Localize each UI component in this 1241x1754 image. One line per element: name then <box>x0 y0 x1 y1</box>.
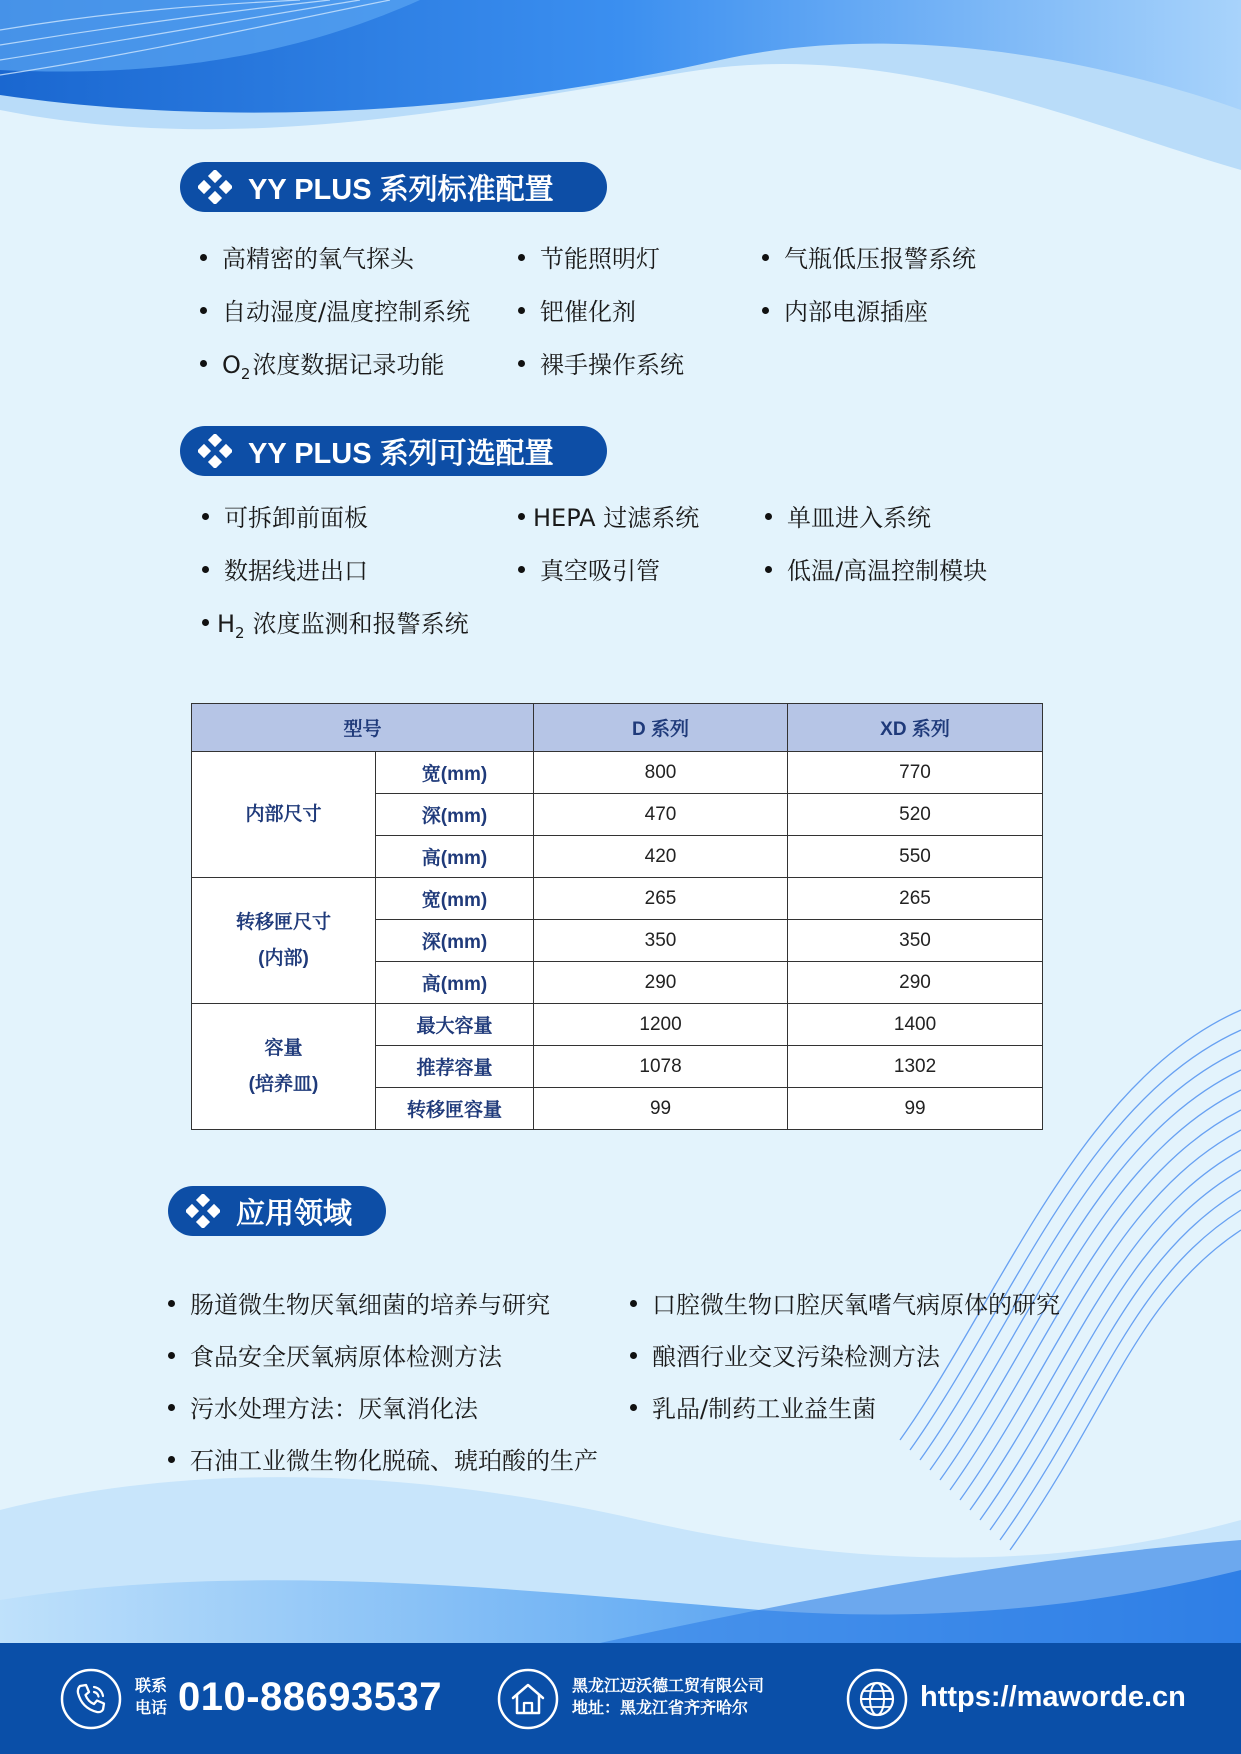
list-item: 低温/高温控制模块 <box>765 556 987 586</box>
value-cell: 290 <box>788 962 1043 1004</box>
spec-table <box>191 703 1043 1130</box>
list-item: 食品安全厌氧病原体检测方法 <box>168 1342 502 1372</box>
group-cell: 转移匣尺寸 (内部) <box>192 878 376 1004</box>
bullet-dot <box>762 254 769 261</box>
bullet-dot <box>200 360 207 367</box>
value-cell: 1078 <box>534 1046 788 1088</box>
diamond-cluster-icon <box>198 170 232 204</box>
bullet-dot <box>630 1404 637 1411</box>
list-item: 单皿进入系统 <box>765 503 931 533</box>
value-cell: 520 <box>788 794 1043 836</box>
value-cell: 99 <box>788 1088 1043 1130</box>
list-item: HEPA 过滤系统 <box>518 503 699 533</box>
value-cell: 290 <box>534 962 788 1004</box>
home-icon <box>497 1668 559 1730</box>
value-cell: 265 <box>534 878 788 920</box>
param-cell: 深(mm) <box>376 794 534 836</box>
header-model: 型号 <box>192 704 534 752</box>
param-cell: 最大容量 <box>376 1004 534 1046</box>
diamond-cluster-icon <box>198 434 232 468</box>
list-item: 可拆卸前面板 <box>202 503 368 533</box>
param-cell: 宽(mm) <box>376 752 534 794</box>
bullet-dot <box>202 513 209 520</box>
list-item: 石油工业微生物化脱硫、琥珀酸的生产 <box>168 1446 598 1476</box>
standard-config-title <box>180 162 607 212</box>
value-cell: 99 <box>534 1088 788 1130</box>
list-item: 钯催化剂 <box>518 297 636 327</box>
value-cell: 420 <box>534 836 788 878</box>
param-cell: 宽(mm) <box>376 878 534 920</box>
phone-number[interactable]: 010-88693537 <box>178 1675 443 1719</box>
table-row <box>192 752 1043 794</box>
list-item: 酿酒行业交叉污染检测方法 <box>630 1342 940 1372</box>
value-cell: 265 <box>788 878 1043 920</box>
bullet-dot <box>518 566 525 573</box>
website-link[interactable]: https://maworde.cn <box>920 1681 1186 1713</box>
bullet-dot <box>518 307 525 314</box>
value-cell: 1400 <box>788 1004 1043 1046</box>
param-cell: 推荐容量 <box>376 1046 534 1088</box>
bullet-dot <box>630 1352 637 1359</box>
bullet-dot <box>630 1300 637 1307</box>
table-row <box>192 878 1043 920</box>
bullet-dot <box>518 360 525 367</box>
list-item: 气瓶低压报警系统 <box>762 244 976 274</box>
list-item: 节能照明灯 <box>518 244 660 274</box>
list-item: 高精密的氧气探头 <box>200 244 414 274</box>
table-row <box>192 1004 1043 1046</box>
header-d-series: D 系列 <box>534 704 788 752</box>
bullet-dot <box>200 254 207 261</box>
header-xd-series: XD 系列 <box>788 704 1043 752</box>
group-cell: 容量 (培养皿) <box>192 1004 376 1130</box>
list-item: 数据线进出口 <box>202 556 368 586</box>
value-cell: 1200 <box>534 1004 788 1046</box>
value-cell: 550 <box>788 836 1043 878</box>
value-cell: 1302 <box>788 1046 1043 1088</box>
bullet-dot <box>202 619 209 626</box>
list-item: 污水处理方法：厌氧消化法 <box>168 1394 478 1424</box>
bullet-dot <box>518 254 525 261</box>
list-item: 口腔微生物口腔厌氧嗜气病原体的研究 <box>630 1290 1060 1320</box>
list-item: 肠道微生物厌氧细菌的培养与研究 <box>168 1290 550 1320</box>
diamond-cluster-icon <box>186 1194 220 1228</box>
bullet-dot <box>168 1404 175 1411</box>
param-cell: 转移匣容量 <box>376 1088 534 1130</box>
company-address: 地址：黑龙江省齐齐哈尔 <box>572 1700 749 1717</box>
value-cell: 350 <box>788 920 1043 962</box>
param-cell: 高(mm) <box>376 836 534 878</box>
bullet-dot <box>762 307 769 314</box>
bullet-dot <box>168 1456 175 1463</box>
bullet-dot <box>765 566 772 573</box>
company-info <box>572 1676 764 1720</box>
standard-config-title-text: YY PLUS 系列标准配置 <box>248 173 554 206</box>
list-item: 乳品/制药工业益生菌 <box>630 1394 876 1424</box>
applications-title-text: 应用领域 <box>236 1197 353 1230</box>
list-item: $H_2$ 浓度监测和报警系统 <box>202 609 469 642</box>
optional-config-title-text: YY PLUS 系列可选配置 <box>248 437 554 470</box>
applications-title <box>168 1186 386 1236</box>
globe-icon <box>846 1668 908 1730</box>
bullet-dot <box>200 307 207 314</box>
list-item: 自动湿度/温度控制系统 <box>200 297 470 327</box>
bullet-dot <box>168 1352 175 1359</box>
value-cell: 470 <box>534 794 788 836</box>
phone-icon <box>60 1668 122 1730</box>
table-header-row <box>192 704 1043 752</box>
list-item: 内部电源插座 <box>762 297 928 327</box>
company-name: 黑龙江迈沃德工贸有限公司 <box>572 1678 765 1695</box>
footer-bar <box>0 1643 1241 1754</box>
value-cell: 770 <box>788 752 1043 794</box>
value-cell: 800 <box>534 752 788 794</box>
list-item: $O_2$浓度数据记录功能 <box>200 350 444 383</box>
list-item: 真空吸引管 <box>518 556 660 586</box>
phone-label: 联系 电话 <box>135 1678 168 1717</box>
group-cell: 内部尺寸 <box>192 752 376 878</box>
bullet-dot <box>202 566 209 573</box>
bullet-dot <box>168 1300 175 1307</box>
list-item: 裸手操作系统 <box>518 350 684 380</box>
param-cell: 高(mm) <box>376 962 534 1004</box>
value-cell: 350 <box>534 920 788 962</box>
bullet-dot <box>765 513 772 520</box>
bullet-dot <box>518 513 525 520</box>
param-cell: 深(mm) <box>376 920 534 962</box>
optional-config-title <box>180 426 607 476</box>
